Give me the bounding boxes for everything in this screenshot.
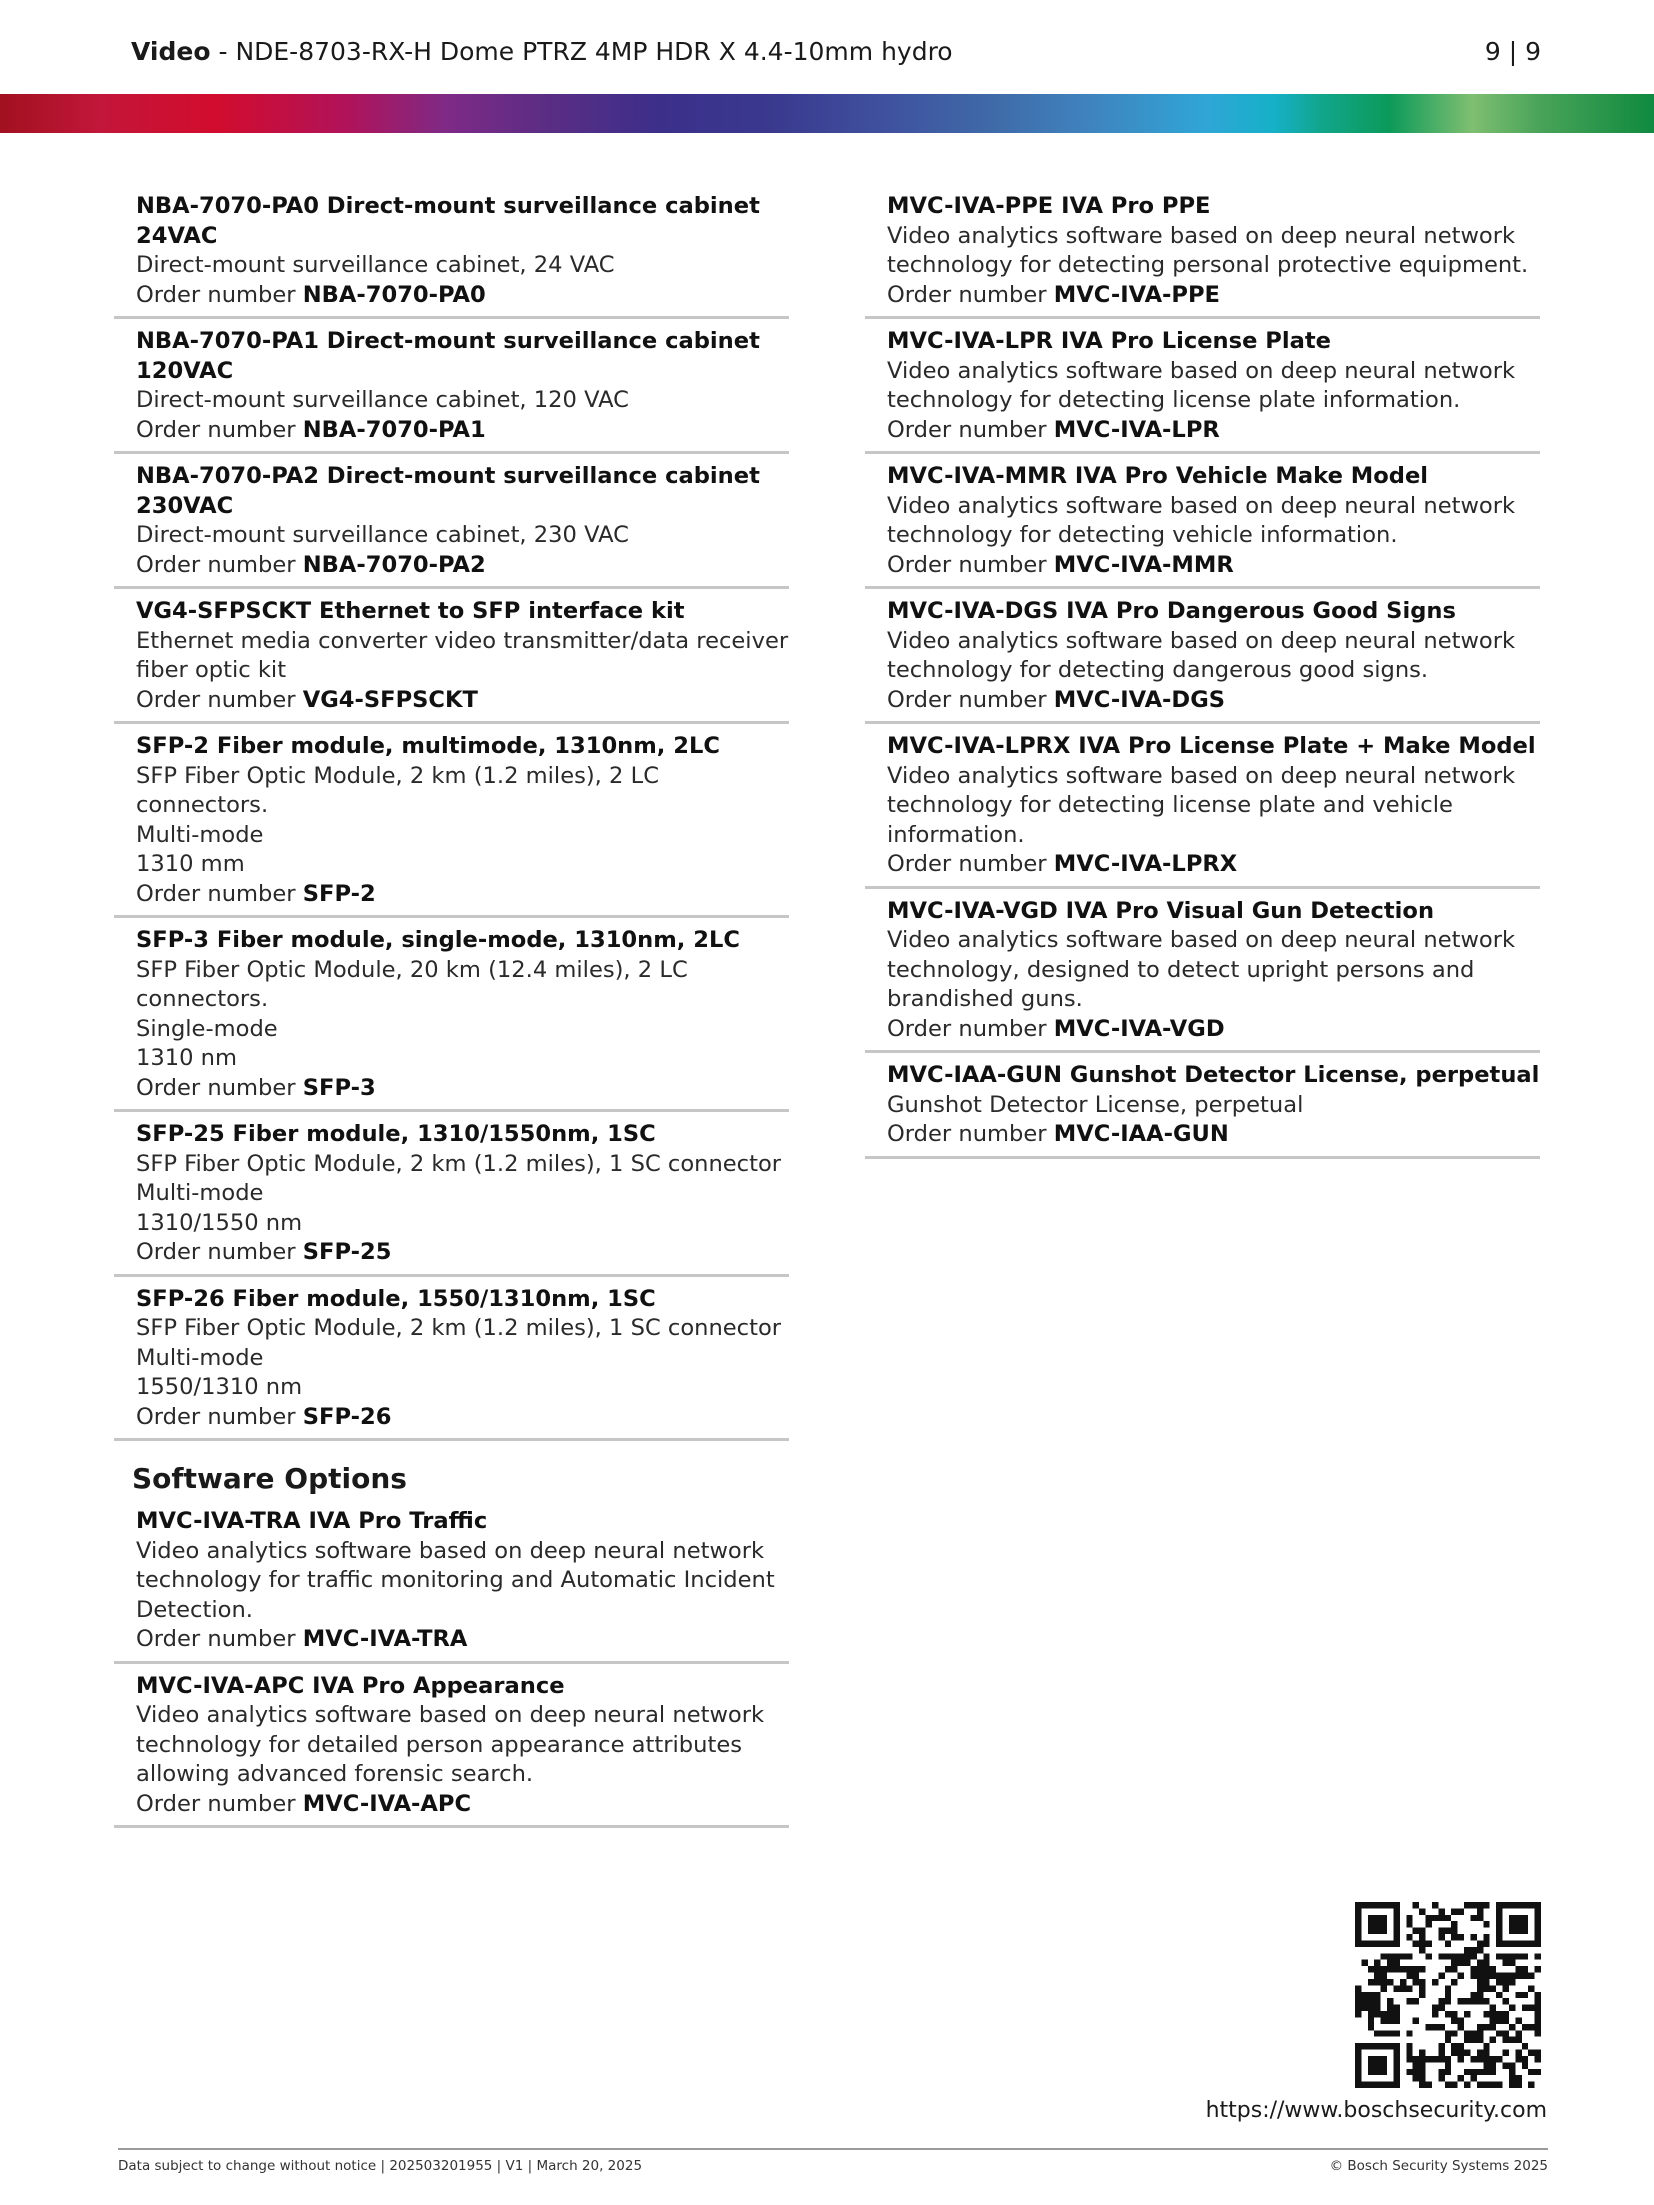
footer-notice: Data subject to change without notice | 202503201955 | V1 | March 20, 2025: [118, 2158, 643, 2174]
qr-code-icon[interactable]: [1355, 1902, 1541, 2088]
list-item: [865, 595, 1540, 724]
item-description: 1310 nm: [136, 1045, 238, 1071]
item-description: Direct-mount surveillance cabinet, 24 VAC: [136, 252, 615, 278]
left-column: [114, 190, 789, 1834]
header-product: NDE-8703-RX-H Dome PTRZ 4MP HDR X 4.4-10mm hydro: [235, 37, 953, 66]
item-description: SFP Fiber Optic Module, 2 km (1.2 miles), 2 LC connectors.: [136, 762, 659, 818]
item-description: 1310/1550 nm: [136, 1209, 303, 1236]
order-number-value: MVC-IVA-DGS: [1053, 686, 1226, 713]
item-title: MVC-IVA-LPRX IVA Pro License Plate + Make Model: [887, 733, 1536, 759]
order-number-value: MVC-IVA-VGD: [1053, 1015, 1225, 1042]
order-number-label: Order number: [136, 1790, 303, 1817]
order-number-label: Order number: [136, 686, 303, 713]
item-title: MVC-IAA-GUN Gunshot Detector License, perpetual: [887, 1062, 1540, 1088]
list-item: [114, 730, 789, 918]
order-number: [136, 880, 789, 910]
item-title: NBA-7070-PA2 Direct-mount surveillance cabinet 230VAC: [136, 463, 760, 519]
order-number-value: SFP-26: [302, 1403, 392, 1430]
item-title: MVC-IVA-DGS IVA Pro Dangerous Good Signs: [887, 598, 1456, 624]
item-title: NBA-7070-PA1 Direct-mount surveillance cabinet 120VAC: [136, 328, 760, 384]
list-item: [114, 1283, 789, 1442]
order-number-value: SFP-2: [302, 880, 376, 907]
order-number: [887, 850, 1540, 880]
software-options-list-continued: [865, 190, 1540, 1159]
list-item: [114, 924, 789, 1112]
list-item: [114, 595, 789, 724]
order-number-label: Order number: [136, 1074, 303, 1101]
item-title: MVC-IVA-VGD IVA Pro Visual Gun Detection: [887, 897, 1435, 924]
footer-divider: [118, 2148, 1548, 2150]
list-item: [865, 190, 1540, 319]
order-number-label: Order number: [887, 686, 1054, 713]
list-item: [865, 730, 1540, 889]
order-number-label: Order number: [136, 880, 303, 907]
order-number-label: Order number: [887, 281, 1054, 308]
order-number-value: MVC-IVA-MMR: [1053, 551, 1234, 578]
order-number-value: NBA-7070-PA0: [302, 281, 486, 308]
order-number-label: Order number: [136, 551, 303, 578]
footer-copyright: © Bosch Security Systems 2025: [1329, 2158, 1548, 2174]
order-number: [887, 416, 1540, 446]
order-number-value: MVC-IAA-GUN: [1053, 1121, 1229, 1147]
order-number-label: Order number: [887, 851, 1054, 877]
item-description: Single-mode: [136, 1015, 278, 1042]
order-number-label: Order number: [887, 1121, 1054, 1147]
item-description: Video analytics software based on deep neural network technology, designed to detect upright persons and brandished guns.: [887, 927, 1516, 1012]
order-number-label: Order number: [136, 416, 303, 443]
order-number: [136, 1238, 789, 1268]
order-number: [136, 686, 789, 716]
order-number: [136, 416, 789, 446]
item-description: SFP Fiber Optic Module, 2 km (1.2 miles), 1 SC connector: [136, 1315, 782, 1341]
item-title: SFP-26 Fiber module, 1550/1310nm, 1SC: [136, 1285, 656, 1312]
list-item: [114, 1118, 789, 1277]
order-number: [887, 1015, 1540, 1045]
item-title: SFP-25 Fiber module, 1310/1550nm, 1SC: [136, 1121, 656, 1147]
order-number-label: Order number: [887, 416, 1054, 443]
order-number-value: MVC-IVA-PPE: [1053, 281, 1220, 308]
order-number-label: Order number: [136, 281, 303, 308]
item-description: 1310 mm: [136, 851, 245, 877]
list-item: [114, 1505, 789, 1664]
item-description: Direct-mount surveillance cabinet, 120 VAC: [136, 387, 629, 413]
item-title: MVC-IVA-PPE IVA Pro PPE: [887, 193, 1211, 219]
item-description: Multi-mode: [136, 1180, 264, 1206]
brand-color-band: [0, 94, 1654, 133]
item-description: SFP Fiber Optic Module, 2 km (1.2 miles), 1 SC connector: [136, 1150, 782, 1177]
section-title-software-options: Software Options: [132, 1462, 407, 1495]
item-description: Video analytics software based on deep neural network technology for detecting license plate and vehicle information.: [887, 762, 1516, 848]
item-description: Gunshot Detector License, perpetual: [887, 1091, 1304, 1118]
order-number: [136, 1403, 789, 1433]
item-description: Video analytics software based on deep neural network technology for detecting vehicle information.: [887, 492, 1516, 548]
item-title: MVC-IVA-LPR IVA Pro License Plate: [887, 328, 1331, 354]
website-url[interactable]: https://www.boschsecurity.com: [1205, 2098, 1547, 2123]
right-column: [865, 190, 1540, 1165]
order-number-label: Order number: [136, 1239, 303, 1265]
list-item: [865, 325, 1540, 454]
item-description: Ethernet media converter video transmitter/data receiver fiber optic kit: [136, 627, 789, 683]
item-description: Multi-mode: [136, 1344, 264, 1371]
order-number-label: Order number: [887, 1015, 1054, 1042]
accessory-list: [114, 190, 789, 1441]
order-number-value: NBA-7070-PA2: [302, 551, 486, 578]
list-item: [114, 460, 789, 589]
item-description: SFP Fiber Optic Module, 20 km (12.4 miles), 2 LC connectors.: [136, 956, 688, 1012]
order-number: [887, 686, 1540, 716]
order-number: [887, 281, 1540, 311]
order-number-label: Order number: [136, 1626, 303, 1652]
list-item: [865, 1059, 1540, 1159]
list-item: [865, 460, 1540, 589]
order-number-value: SFP-25: [302, 1239, 392, 1265]
order-number: [136, 1790, 789, 1820]
item-description: Video analytics software based on deep neural network technology for detecting personal protective equipment.: [887, 222, 1529, 278]
order-number: [136, 1625, 789, 1655]
list-item: [114, 190, 789, 319]
list-item: [114, 1670, 789, 1829]
item-description: 1550/1310 nm: [136, 1374, 303, 1400]
order-number: [136, 281, 789, 311]
item-description: Video analytics software based on deep neural network technology for traffic monitoring and Automatic Incident Detection.: [136, 1537, 775, 1623]
order-number-value: MVC-IVA-LPRX: [1053, 851, 1238, 877]
list-item: [114, 325, 789, 454]
item-title: MVC-IVA-MMR IVA Pro Vehicle Make Model: [887, 463, 1429, 489]
list-item: [865, 895, 1540, 1054]
item-description: Multi-mode: [136, 821, 264, 848]
header-category: Video: [131, 37, 211, 66]
item-title: NBA-7070-PA0 Direct-mount surveillance cabinet 24VAC: [136, 193, 760, 249]
order-number-value: MVC-IVA-LPR: [1053, 416, 1220, 443]
item-title: MVC-IVA-APC IVA Pro Appearance: [136, 1672, 565, 1699]
order-number-label: Order number: [887, 551, 1054, 578]
order-number: [136, 1074, 789, 1104]
software-options-list: [114, 1505, 789, 1828]
order-number: [887, 1120, 1540, 1150]
item-description: Direct-mount surveillance cabinet, 230 VAC: [136, 522, 629, 548]
item-description: Video analytics software based on deep neural network technology for detecting license plate information.: [887, 357, 1516, 413]
page-number: 9 | 9: [1484, 37, 1541, 66]
item-title: SFP-2 Fiber module, multimode, 1310nm, 2LC: [136, 733, 720, 759]
order-number-label: Order number: [136, 1403, 303, 1430]
order-number-value: VG4-SFPSCKT: [302, 686, 478, 713]
page-header: [131, 34, 1541, 70]
order-number-value: MVC-IVA-TRA: [302, 1626, 468, 1652]
item-title: MVC-IVA-TRA IVA Pro Traffic: [136, 1508, 488, 1534]
order-number-value: SFP-3: [302, 1074, 376, 1101]
item-title: VG4-SFPSCKT Ethernet to SFP interface kit: [136, 598, 685, 624]
order-number-value: NBA-7070-PA1: [302, 416, 486, 443]
order-number: [136, 551, 789, 581]
item-description: Video analytics software based on deep neural network technology for detecting dangerous good signs.: [887, 627, 1516, 683]
order-number: [887, 551, 1540, 581]
header-separator: -: [210, 37, 236, 66]
order-number-value: MVC-IVA-APC: [302, 1790, 472, 1817]
item-title: SFP-3 Fiber module, single-mode, 1310nm, 2LC: [136, 927, 740, 953]
item-description: Video analytics software based on deep neural network technology for detailed person appearance attributes allowing advanced forensic search.: [136, 1702, 765, 1787]
